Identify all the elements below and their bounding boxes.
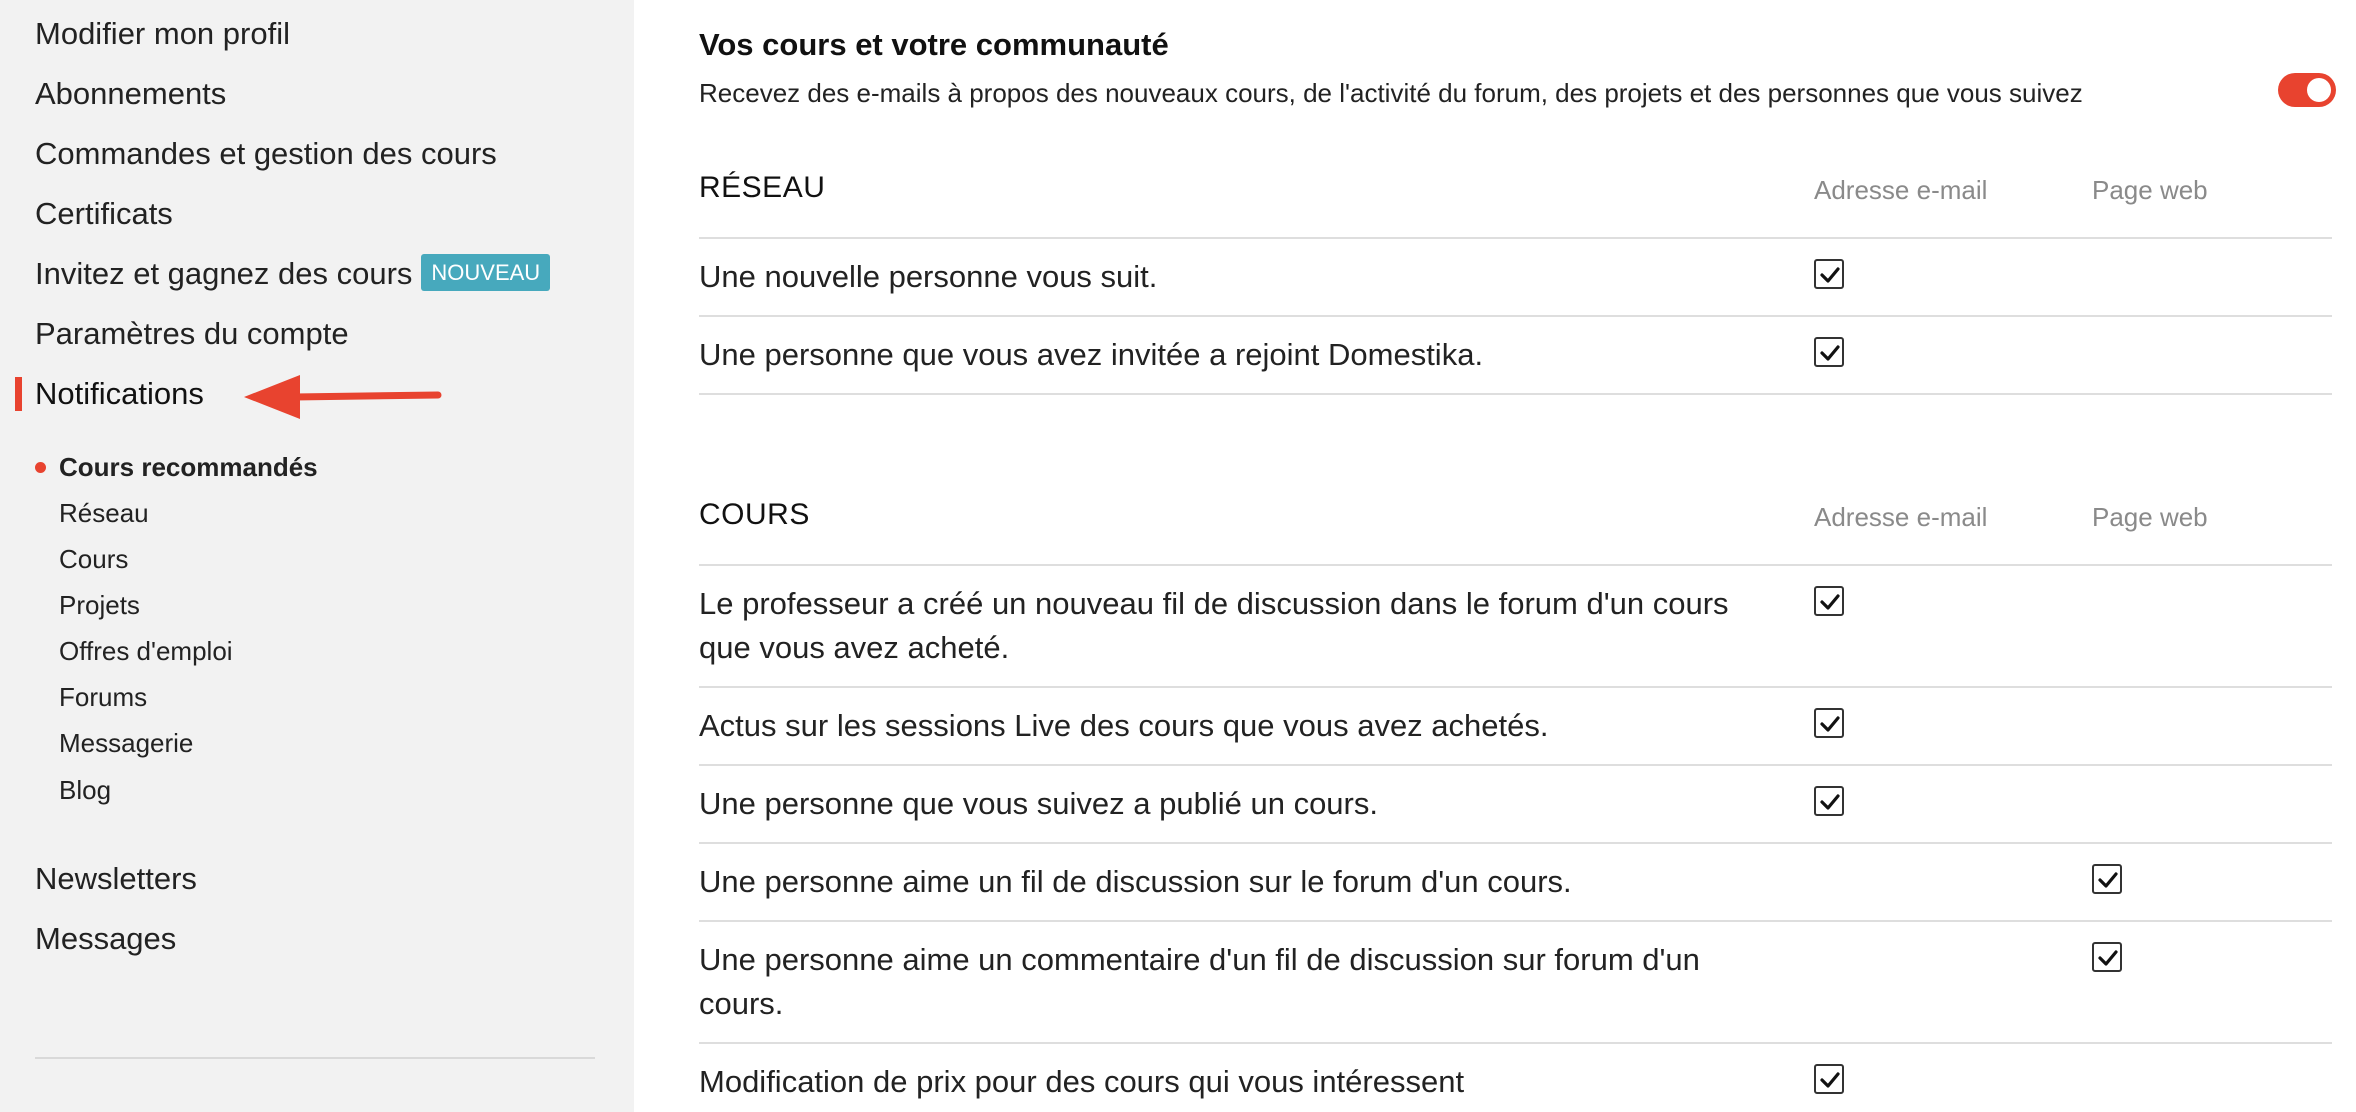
divider bbox=[699, 842, 2332, 844]
divider bbox=[699, 920, 2332, 922]
sidebar-item-subscriptions[interactable]: Abonnements bbox=[35, 76, 227, 111]
divider bbox=[699, 315, 2332, 317]
divider bbox=[699, 686, 2332, 688]
checkmark-icon bbox=[1819, 342, 1841, 364]
sidebar-item-invite[interactable] bbox=[35, 254, 550, 294]
sidebar-item-account-settings[interactable]: Paramètres du compte bbox=[35, 316, 349, 351]
network-new-follower-email-checkbox[interactable] bbox=[1814, 259, 1844, 289]
checkmark-icon bbox=[1819, 713, 1841, 735]
sidebar-item-newsletters[interactable]: Newsletters bbox=[35, 861, 197, 896]
courses-row-followed-published: Une personne que vous suivez a publié un cours. bbox=[699, 786, 1378, 821]
checkmark-icon bbox=[1819, 591, 1841, 613]
current-subitem-dot bbox=[35, 462, 46, 473]
sidebar bbox=[0, 0, 634, 1112]
network-row-new-follower: Une nouvelle personne vous suit. bbox=[699, 259, 1158, 294]
divider bbox=[699, 764, 2332, 766]
subitem-recommended-courses[interactable]: Cours recommandés bbox=[59, 452, 318, 482]
sidebar-item-invite-label: Invitez et gagnez des cours bbox=[35, 256, 413, 291]
subitem-blog[interactable]: Blog bbox=[59, 775, 112, 805]
divider bbox=[699, 564, 2332, 566]
divider bbox=[699, 393, 2332, 395]
new-badge: NOUVEAU bbox=[421, 254, 550, 291]
courses-row-comment-liked: Une personne aime un commentaire d'un fil de discussion sur forum d'un cours. bbox=[699, 942, 1700, 1021]
network-web-column-header: Page web bbox=[2092, 175, 2208, 205]
toggle-knob bbox=[2307, 78, 2331, 102]
courses-teacher-thread-email-checkbox[interactable] bbox=[1814, 586, 1844, 616]
subitem-network[interactable]: Réseau bbox=[59, 498, 149, 528]
courses-email-column-header: Adresse e-mail bbox=[1814, 502, 1988, 532]
courses-followed-published-email-checkbox[interactable] bbox=[1814, 786, 1844, 816]
sidebar-item-edit-profile[interactable]: Modifier mon profil bbox=[35, 16, 290, 51]
network-row-invitee-joined: Une personne que vous avez invitée a rejoint Domestika. bbox=[699, 337, 1484, 372]
checkmark-icon bbox=[1819, 1069, 1841, 1091]
sidebar-item-certificates[interactable]: Certificats bbox=[35, 196, 173, 231]
main-content bbox=[634, 0, 2356, 1112]
courses-section-title: COURS bbox=[699, 498, 810, 531]
courses-row-price-change: Modification de prix pour des cours qui vous intéressent bbox=[699, 1064, 1465, 1099]
courses-row-thread-liked: Une personne aime un fil de discussion sur le forum d'un cours. bbox=[699, 864, 1572, 899]
divider bbox=[699, 1042, 2332, 1044]
courses-row-live-sessions: Actus sur les sessions Live des cours que vous avez achetés. bbox=[699, 708, 1549, 743]
courses-web-column-header: Page web bbox=[2092, 502, 2208, 532]
sidebar-item-notifications[interactable]: Notifications bbox=[35, 376, 204, 411]
checkmark-icon bbox=[1819, 791, 1841, 813]
courses-price-change-email-checkbox[interactable] bbox=[1814, 1064, 1844, 1094]
community-emails-toggle[interactable] bbox=[2278, 73, 2336, 107]
subitem-courses[interactable]: Cours bbox=[59, 544, 129, 574]
section-intro-title: Vos cours et votre communauté bbox=[699, 27, 1169, 62]
subitem-job-offers[interactable]: Offres d'emploi bbox=[59, 636, 233, 666]
courses-live-sessions-email-checkbox[interactable] bbox=[1814, 708, 1844, 738]
section-intro-description: Recevez des e-mails à propos des nouveaux cours, de l'activité du forum, des projets et des personnes que vous suivez bbox=[699, 78, 2083, 108]
sidebar-divider bbox=[35, 1057, 595, 1059]
active-indicator bbox=[15, 377, 22, 411]
network-invitee-joined-email-checkbox[interactable] bbox=[1814, 337, 1844, 367]
sidebar-item-orders[interactable]: Commandes et gestion des cours bbox=[35, 136, 497, 171]
sidebar-item-messages[interactable]: Messages bbox=[35, 921, 177, 956]
subitem-projects[interactable]: Projets bbox=[59, 590, 140, 620]
divider bbox=[699, 237, 2332, 239]
arrow-left-icon bbox=[244, 373, 444, 421]
courses-comment-liked-web-checkbox[interactable] bbox=[2092, 942, 2122, 972]
network-section-title: RÉSEAU bbox=[699, 171, 826, 204]
checkmark-icon bbox=[2097, 947, 2119, 969]
checkmark-icon bbox=[1819, 264, 1841, 286]
subitem-messaging[interactable]: Messagerie bbox=[59, 728, 194, 758]
courses-thread-liked-web-checkbox[interactable] bbox=[2092, 864, 2122, 894]
subitem-forums[interactable]: Forums bbox=[59, 682, 148, 712]
network-email-column-header: Adresse e-mail bbox=[1814, 175, 1988, 205]
checkmark-icon bbox=[2097, 869, 2119, 891]
courses-row-teacher-thread: Le professeur a créé un nouveau fil de discussion dans le forum d'un cours que vous avez acheté. bbox=[699, 586, 1729, 665]
